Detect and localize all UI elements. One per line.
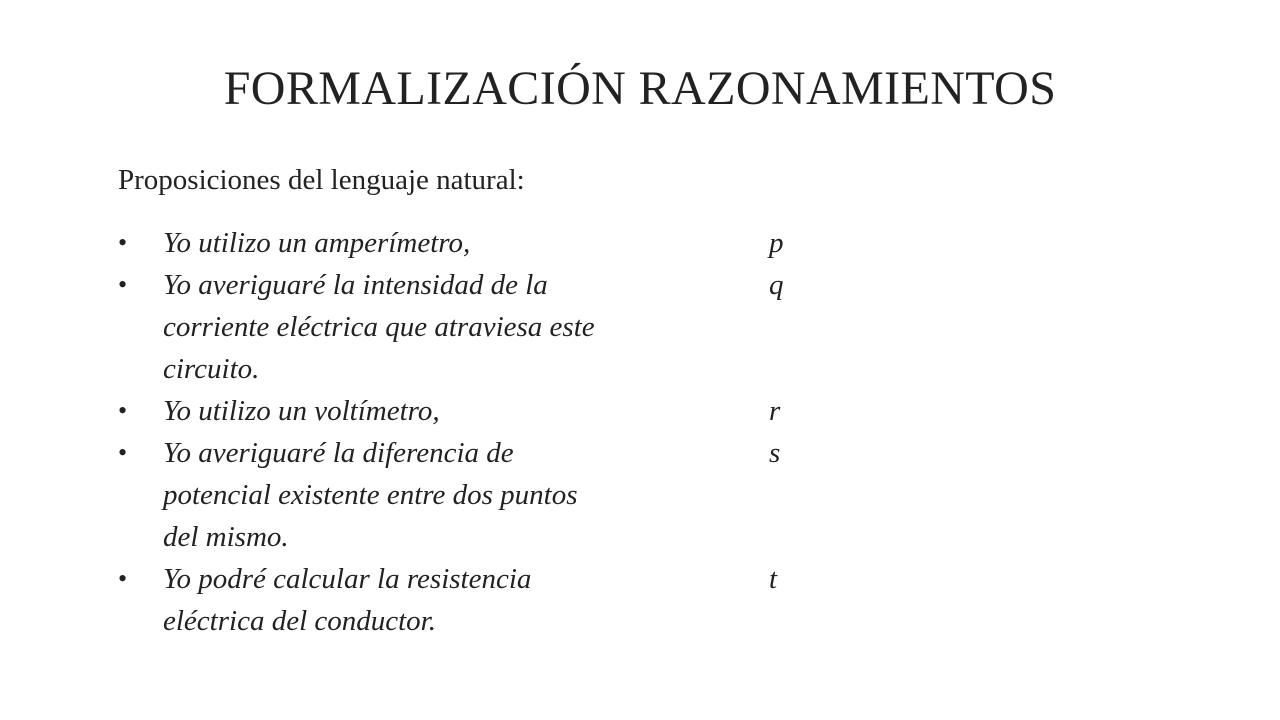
proposition-symbol: p [769, 227, 784, 259]
bullet-icon: • [118, 270, 128, 299]
proposition-item [0, 222, 900, 264]
bullet-icon: • [118, 564, 128, 593]
slide-subtitle: Proposiciones del lenguaje natural: [118, 164, 525, 196]
proposition-symbol: t [769, 563, 778, 595]
proposition-text [163, 222, 733, 264]
bullet-icon: • [118, 438, 128, 467]
slide-title: FORMALIZACIÓN RAZONAMIENTOS [223, 62, 1057, 115]
proposition-line: del mismo. [163, 521, 289, 553]
proposition-text [163, 390, 733, 432]
proposition-item [0, 432, 900, 558]
proposition-line: circuito. [163, 353, 260, 385]
proposition-symbol: r [769, 395, 781, 427]
proposition-item [0, 558, 900, 642]
proposition-symbol: s [769, 437, 781, 469]
proposition-line: potencial existente entre dos puntos [163, 479, 578, 511]
proposition-item [0, 390, 900, 432]
proposition-text [163, 432, 733, 558]
proposition-line: Yo utilizo un amperímetro, [163, 227, 471, 259]
proposition-line: Yo averiguaré la intensidad de la [163, 269, 548, 301]
bullet-icon: • [118, 228, 128, 257]
proposition-line: Yo podré calcular la resistencia [163, 563, 532, 595]
proposition-line: Yo utilizo un voltímetro, [163, 395, 440, 427]
proposition-list [0, 222, 900, 642]
proposition-line: corriente eléctrica que atraviesa este [163, 311, 595, 343]
proposition-symbol: q [769, 269, 784, 301]
bullet-icon: • [118, 396, 128, 425]
proposition-line: Yo averiguaré la diferencia de [163, 437, 514, 469]
proposition-line: eléctrica del conductor. [163, 605, 436, 637]
proposition-item [0, 264, 900, 390]
proposition-text [163, 558, 733, 642]
proposition-text [163, 264, 733, 390]
